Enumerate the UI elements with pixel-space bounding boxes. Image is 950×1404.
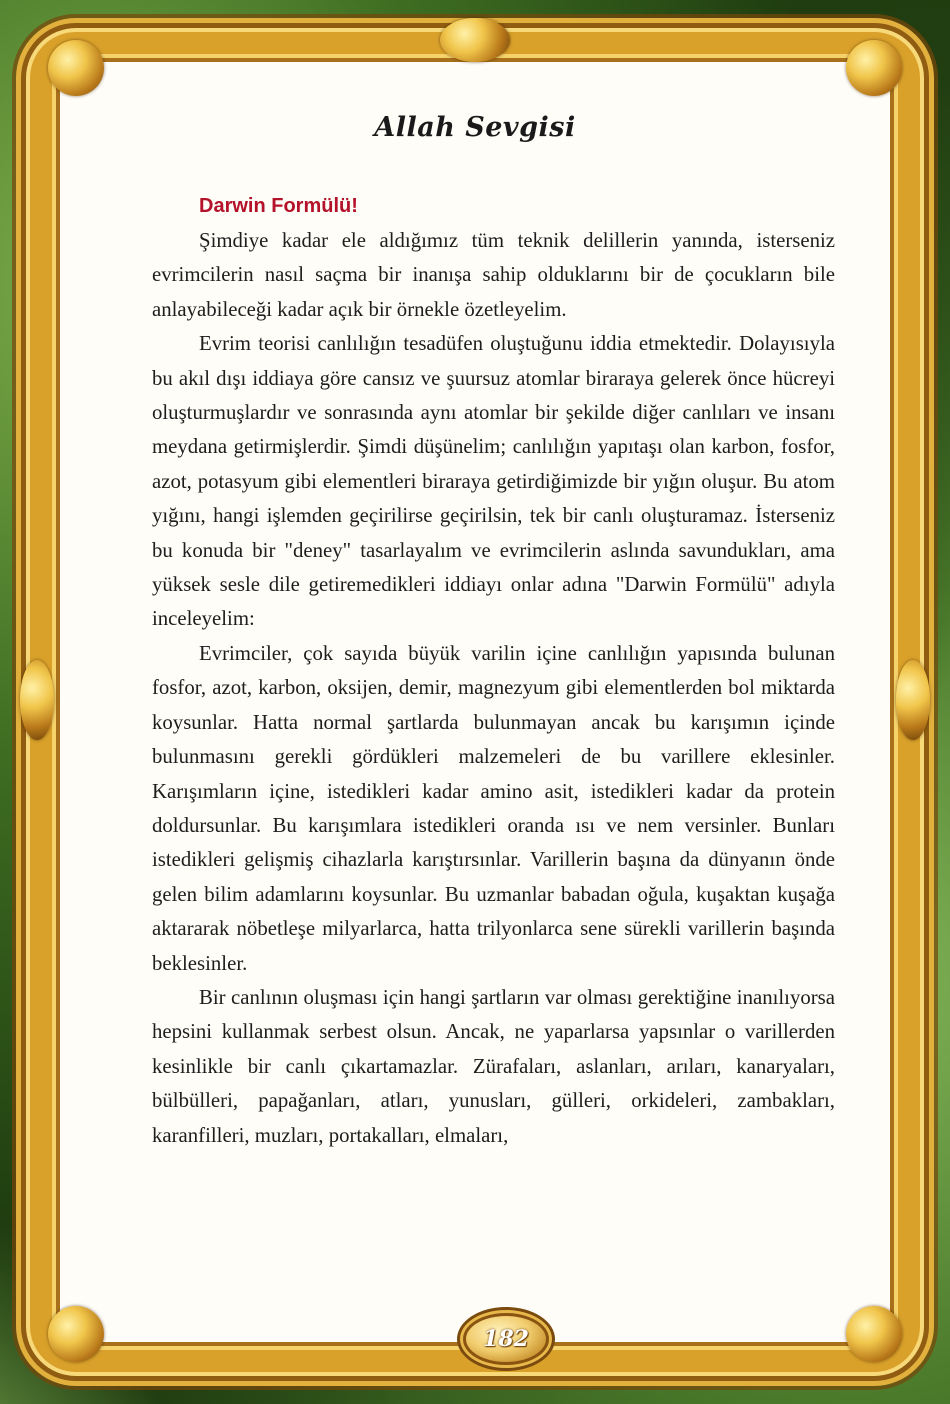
running-header-title: Allah Sevgisi	[374, 112, 576, 143]
frame-ornament-bottom-right	[846, 1306, 902, 1362]
frame-ornament-top-left	[48, 40, 104, 96]
frame-ornament-right	[896, 660, 930, 740]
frame-ornament-top-right	[846, 40, 902, 96]
paragraph-3: Evrimciler, çok sayıda büyük varilin içine canlılığın yapısında bulunan fosfor, azot, karbon, oksijen, demir, magnezyum gibi elementlerden bol miktarda koysunlar. Hatta normal şartlarda bulunmayan ancak bu karışımın içinde bulunmasını gerekli gördükleri malzemeleri de bu varillere eklesinler. Karışımların içine, istedikleri kadar amino asit, istedikleri kadar da protein doldursunlar. Bu karışımlara istedikleri oranda ısı ve nem versinler. Bunları istedikleri gelişmiş cihazlarla karıştırsınlar. Varillerin başına da dünyanın önde gelen bilim adamlarını koysunlar. Bu uzmanlar babadan oğula, kuşaktan kuşağa aktararak nöbetleşe milyarlarca, hatta trilyonlarca sene sürekli varillerin başında beklesinler.	[152, 641, 835, 975]
page-content	[152, 188, 835, 1153]
section-heading: Darwin Formülü!	[199, 195, 358, 217]
paragraph-4: Bir canlının oluşması için hangi şartların var olması gerektiğine inanılıyorsa hepsini kullanmak serbest olsun. Ancak, ne yaparlarsa yapsınlar o varillerden kesinlikle bir canlı çıkartamazlar. Zürafaları, aslanları, arıları, kanaryaları, bülbülleri, papağanları, atları, yunusları, gülleri, orkideleri, zambakları, karanfilleri, muzları, portakalları, elmaları,	[152, 985, 835, 1147]
frame-ornament-top	[440, 18, 510, 62]
frame-ornament-bottom-left	[48, 1306, 104, 1362]
frame-ornament-left	[20, 660, 54, 740]
paragraph-2: Evrim teorisi canlılığın tesadüfen oluştuğunu iddia etmektedir. Dolayısıyla bu akıl dışı iddiaya göre cansız ve şuursuz atomlar biraraya gelerek önce hücreyi oluşturmuşlardır ve sonrasında aynı atomlar bir şekilde diğer canlıları ve insanı meydana getirmişlerdir. Şimdi düşünelim; canlılığın yapıtaşı olan karbon, fosfor, azot, potasyum gibi elementleri biraraya getirdiğimizde bir yığın oluşur. Bu atom yığını, hangi işlemden geçirilirse geçirilsin, tek bir canlı oluşturamaz. İsterseniz bu konuda bir "deney" tasarlayalım ve evrimcilerin aslında savundukları, ama yüksek sesle dile getiremedikleri iddiayı onlar adına "Darwin Formülü" adıyla inceleyelim:	[152, 332, 835, 631]
page-number-badge: 182	[463, 1313, 549, 1365]
paragraph-1: Şimdiye kadar ele aldığımız tüm teknik delillerin yanında, isterseniz evrimcilerin nasıl saçma bir inanışa sahip olduklarını bir de çocukların bile anlayabileceği kadar açık bir örnekle özetleyelim.	[152, 229, 835, 321]
